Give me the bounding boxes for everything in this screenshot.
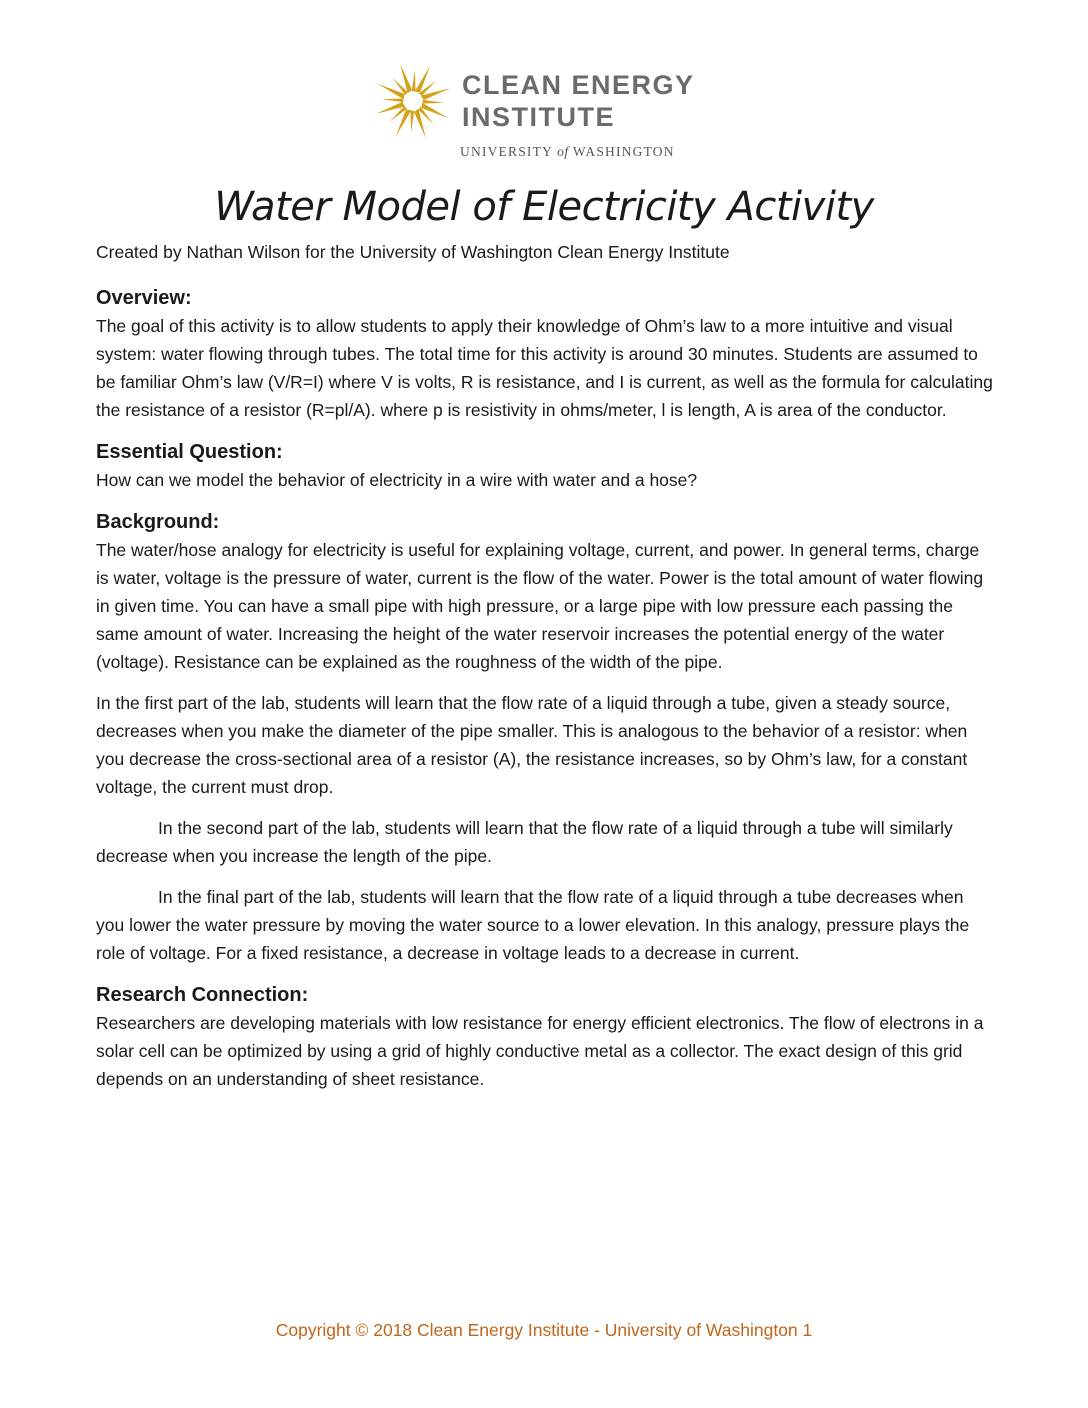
sun-ray <box>374 102 405 116</box>
background-section <box>96 508 996 967</box>
byline: Created by Nathan Wilson for the University of Washington Clean Energy Institute <box>96 242 730 262</box>
sun-ray <box>412 69 417 91</box>
sun-ray <box>414 109 428 140</box>
essential-question-heading: Essential Question: <box>96 441 283 463</box>
research-connection-text: Researchers are developing materials with low resistance for energy efficient electronics. The flow of electrons in a solar cell can be optimized by using a grid of highly conductive metal as a collector. The exact design of this grid depends on an understanding of sheet resistance. <box>96 1013 984 1089</box>
sun-ray <box>421 103 448 121</box>
overview-section <box>96 284 996 424</box>
sun-ray <box>422 100 444 105</box>
logo-line-2: INSTITUTE <box>462 102 615 132</box>
overview-text: The goal of this activity is to allow students to apply their knowledge of Ohm’s law to a more intuitive and visual system: water flowing through tubes. The total time for this activity is around 30 minutes. Students are assumed to be familiar Ohm’s law (V/R=I) where V is volts, R is resistance, and I is current, as well as the formula for calculating the resistance of a resistor (R=pl/A). where p is resistivity in ohms/meter, l is length, A is area of the conductor. <box>96 316 993 420</box>
document-body <box>96 284 996 1107</box>
logo-line-1: CLEAN ENERGY <box>462 70 695 100</box>
background-paragraph-1: The water/hose analogy for electricity is useful for explaining voltage, current, and power. In general terms, charge is water, voltage is the pressure of water, current is the flow of the water. Power is the total amount of water flowing in given time. You can have a small pipe with high pressure, or a large pipe with low pressure each passing the same amount of water. Increasing the height of the water reservoir increases the potential energy of the water (voltage). Resistance can be explained as the roughness of the width of the pipe. <box>96 540 984 672</box>
background-heading: Background: <box>96 511 220 533</box>
background-paragraph-4: In the final part of the lab, students will learn that the flow rate of a liquid through a tube decreases when you lower the water pressure by moving the water source to a lower elevation. In this analogy, pressure plays the role of voltage. For a fixed resistance, a decrease in voltage leads to a decrease in current. <box>96 887 970 963</box>
background-paragraph-2: In the first part of the lab, students will learn that the flow rate of a liquid through a tube, given a steady source, decreases when you make the diameter of the pipe smaller. This is analogous to the behavior of a resistor: when you decrease the cross-sectional area of a resistor (A), the resistance increases, so by Ohm’s law, for a constant voltage, the current must drop. <box>96 693 968 797</box>
essential-question-section <box>96 438 996 494</box>
sun-ray <box>377 81 404 99</box>
overview-heading: Overview: <box>96 287 192 309</box>
institute-logo <box>374 62 714 162</box>
research-connection-section <box>96 981 996 1093</box>
background-paragraph-3: In the second part of the lab, students will learn that the flow rate of a liquid through a tube will similarly decrease when you increase the length of the pipe. <box>96 818 953 866</box>
sun-ray <box>415 65 433 92</box>
research-connection-heading: Research Connection: <box>96 984 309 1006</box>
sun-ray <box>381 97 403 102</box>
essential-question-text: How can we model the behavior of electricity in a wire with water and a hose? <box>96 470 698 490</box>
page-footer: Copyright © 2018 Clean Energy Institute - University of Washington 1 <box>275 1320 813 1340</box>
document-title: Water Model of Electricity Activity <box>214 184 874 230</box>
sun-ray <box>398 62 412 93</box>
sun-ray <box>421 86 452 100</box>
sun-ray <box>409 110 414 132</box>
sun-ray <box>393 109 411 136</box>
sun-logo-icon <box>374 62 452 140</box>
logo-university: UNIVERSITY of WASHINGTON <box>460 144 675 159</box>
